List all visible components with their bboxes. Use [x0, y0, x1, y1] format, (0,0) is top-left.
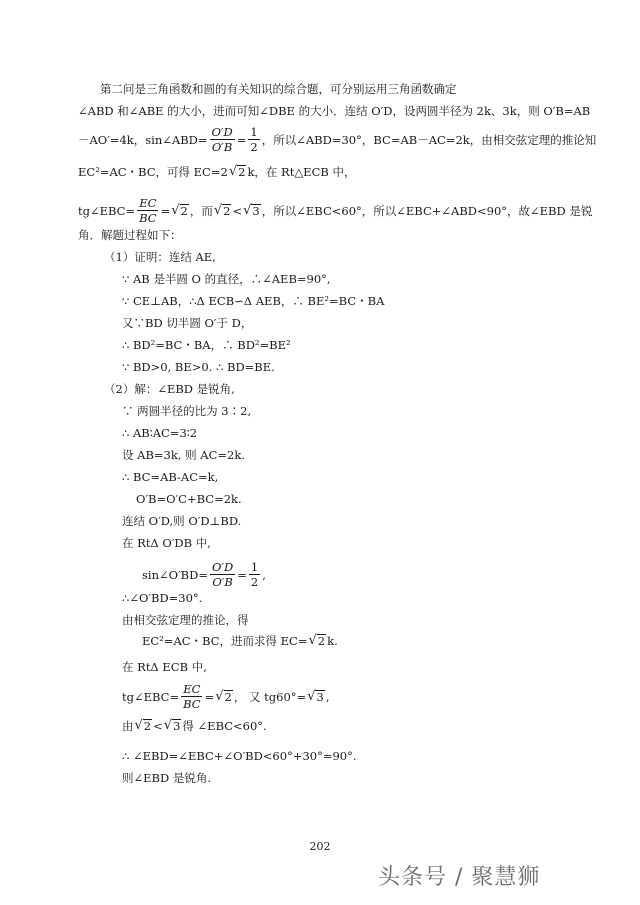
part2-step: ∵ 两圆半径的比为 3∶2,	[122, 404, 252, 418]
part2-step-compare: 由 √ 2 < √ 3 得 ∠EBC<60°.	[122, 718, 267, 733]
fraction-one-half: $\frac{1}{2}$	[250, 560, 259, 589]
sqrt: √ 2	[308, 633, 326, 648]
sqrt: √ 2	[213, 202, 231, 218]
part2-step-ec: EC²=AC・BC，进而求得 EC= √ 2 k.	[142, 633, 338, 648]
sqrt: √ 3	[163, 718, 181, 733]
part1-step: ∵ CE⊥AB，∴Δ ECB∽Δ AEB，∴ BE²=BC・BA	[122, 294, 385, 308]
part2-step: 设 AB=3k, 则 AC=2k.	[122, 448, 245, 462]
part2-step: ∴ ∠EBD=∠EBC+∠O′BD<60°+30°=90°.	[122, 749, 357, 763]
sqrt: √ 2	[228, 164, 246, 179]
page-number: 202	[309, 840, 331, 853]
part1-step: ∵ AB 是半圆 O 的直径，∴∠AEB=90°,	[122, 272, 331, 286]
part1-step: ∴ BD²=BC・BA，∴ BD²=BE²	[122, 338, 291, 352]
sqrt: √ 3	[307, 688, 324, 704]
sqrt: √ 3	[243, 202, 260, 218]
part2-step-sin: sin∠O′BD= $\frac{O'D}{O'B}$ = $\frac{1}{2}$ ,	[142, 560, 266, 589]
fraction-one-half: $\frac{1}{2}$	[250, 125, 258, 154]
intro-line-4: EC²=AC・BC，可得 EC=2 √ 2 k，在 Rt△ECB 中，	[78, 164, 356, 179]
fraction-od-ob: $\frac{O'D}{O'B}$	[211, 125, 233, 154]
part2-heading: （2）解：∠EBD 是锐角,	[104, 382, 235, 396]
part2-step: ∴ BC=AB-AC=k,	[122, 470, 219, 484]
part2-step: 连结 O′D,则 O′D⊥BD.	[122, 514, 242, 528]
part2-conclusion: 则∠EBD 是锐角.	[122, 771, 212, 785]
sqrt: √ 2	[134, 718, 152, 733]
watermark-text: 头条号 / 聚慧狮	[378, 865, 541, 890]
fraction-ec-bc: $\frac{EC}{BC}$	[139, 196, 157, 225]
fraction-od-ob: $\frac{O'D}{O'B}$	[211, 560, 234, 589]
part1-heading: （1）证明：连结 AE,	[104, 250, 216, 264]
part2-step: 在 RtΔ O′DB 中,	[122, 536, 211, 550]
intro-line-2: ∠ABD 和∠ABE 的大小，进而可知∠DBE 的大小．连结 O′D，设两圆半径为 2k、3k，则 O′B=AB	[78, 104, 591, 118]
intro-line-3: －AO′=4k，sin∠ABD= $\frac{O'D}{O'B}$ = $\frac{1}{2}$ ，所以∠ABD=30°，BC=AB－AC=2k，由相交弦定理的推论知	[78, 125, 597, 154]
intro-line-1: 第二问是三角函数和圆的有关知识的综合题，可分别运用三角函数确定	[100, 82, 457, 96]
part2-step: 在 RtΔ ECB 中,	[122, 660, 207, 674]
fraction-ec-bc: $\frac{EC}{BC}$	[183, 682, 201, 711]
part2-step: ∴ AB∶AC=3∶2	[122, 426, 198, 440]
part1-step: ∵ BD>0, BE>0. ∴ BD=BE.	[122, 360, 275, 374]
intro-line-5: tg∠EBC= $\frac{EC}{BC}$ = √ 2 ，而 √ 2 < √ 3 ，所以∠EBC<60°，所以∠EBC+∠ABD<90°，故∠EBD 是锐	[78, 196, 593, 225]
part2-step-tg: tg∠EBC= $\frac{EC}{BC}$ = √ 2 ， 又 tg60°= √ 3 ,	[122, 682, 330, 711]
part2-step: ∴∠O′BD=30°.	[122, 591, 203, 605]
part1-step: 又∵BD 切半圆 O′于 D，	[122, 316, 253, 330]
sqrt: √ 2	[171, 202, 188, 218]
intro-line-6: 角．解题过程如下：	[78, 228, 182, 242]
part2-step: O′B=O′C+BC=2k.	[136, 492, 242, 506]
sqrt: √ 2	[215, 688, 232, 704]
part2-step: 由相交弦定理的推论，得	[122, 613, 249, 627]
